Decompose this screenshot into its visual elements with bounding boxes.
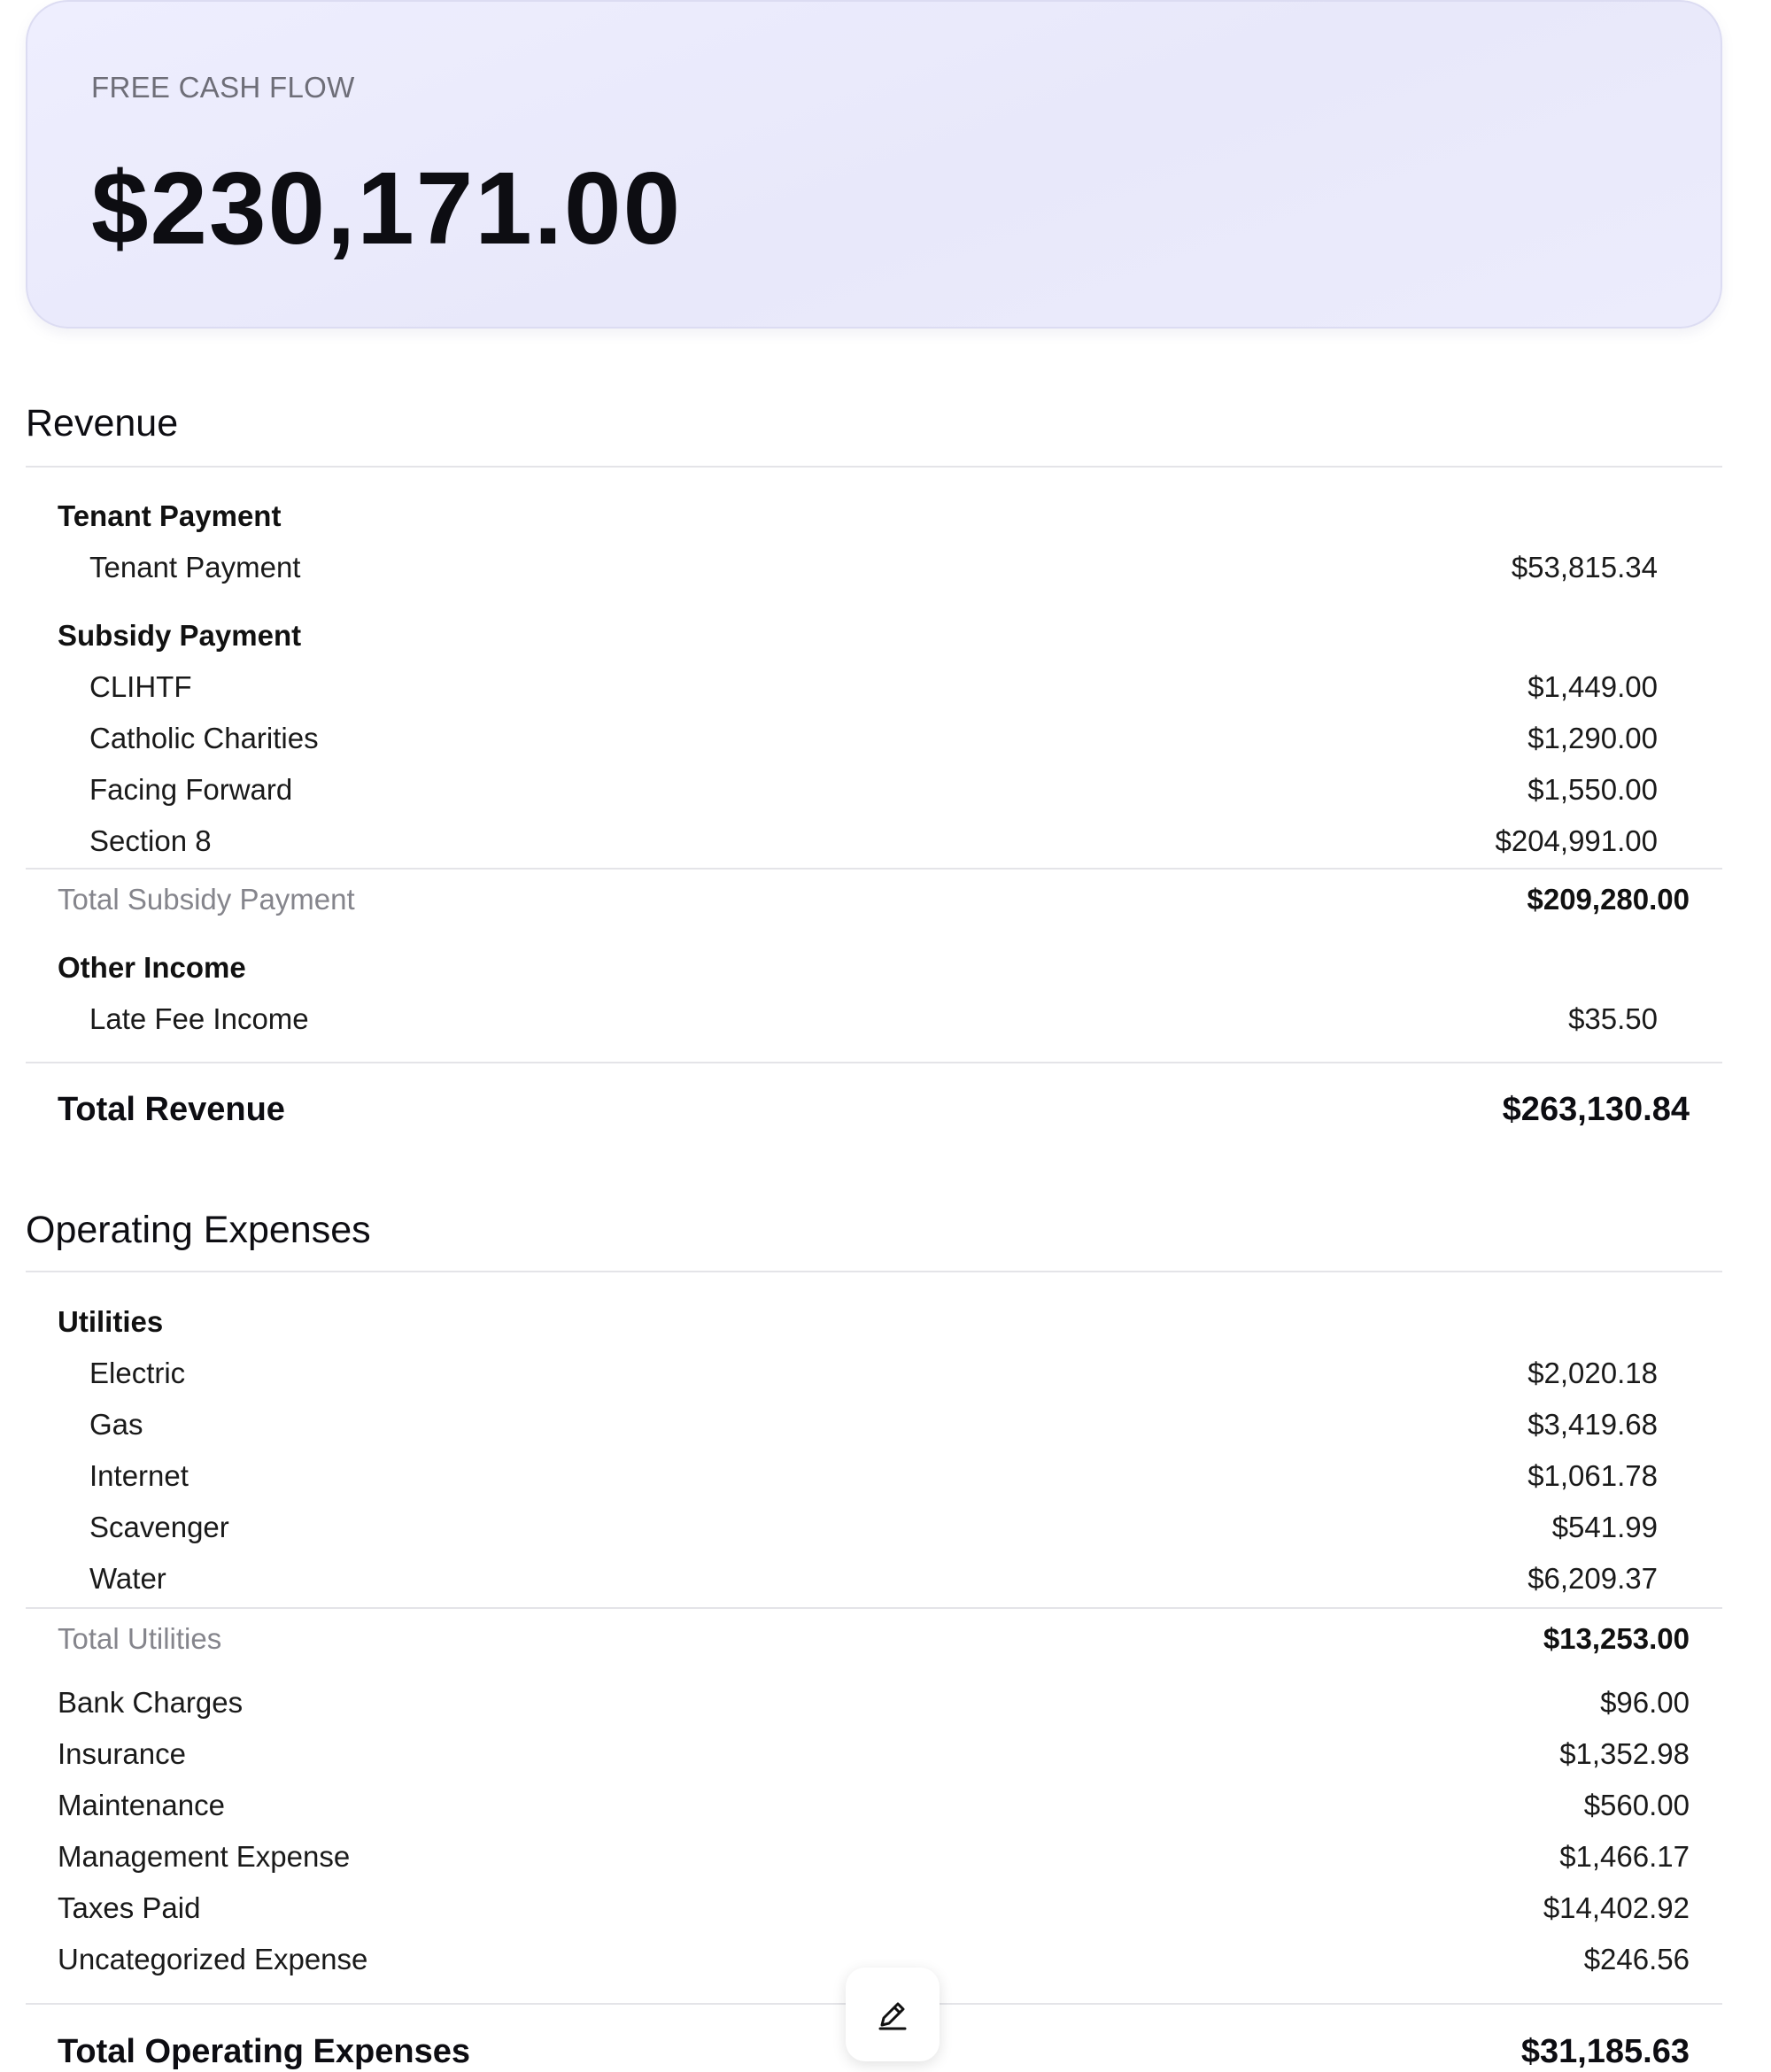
- line-item-amount: $1,061.78: [1527, 1459, 1658, 1492]
- revenue-section-title: Revenue: [26, 402, 179, 445]
- line-item-label: Electric: [89, 1357, 186, 1389]
- group-header-subsidy-payment: [0, 611, 1771, 661]
- line-item-amount: $560.00: [1583, 1789, 1690, 1821]
- line-item-label: Gas: [89, 1408, 143, 1441]
- total-revenue-row: [0, 1080, 1771, 1139]
- total-revenue-amount: $263,130.84: [1502, 1091, 1690, 1128]
- line-item-scavenger[interactable]: [0, 1503, 1771, 1552]
- line-item-bank-charges[interactable]: [0, 1678, 1771, 1728]
- subtotal-divider: [26, 1607, 1722, 1609]
- subtotal-label: Total Utilities: [58, 1622, 222, 1655]
- line-item-gas[interactable]: [0, 1400, 1771, 1450]
- line-item-amount: $541.99: [1551, 1511, 1658, 1543]
- line-item-insurance[interactable]: [0, 1729, 1771, 1779]
- line-item-label: Insurance: [58, 1737, 186, 1770]
- line-item-label: CLIHTF: [89, 670, 192, 703]
- line-item-label: Management Expense: [58, 1840, 351, 1873]
- line-item-label: Taxes Paid: [58, 1891, 201, 1924]
- subtotal-label: Total Subsidy Payment: [58, 883, 355, 916]
- line-item-amount: $53,815.34: [1511, 551, 1658, 584]
- line-item-amount: $2,020.18: [1527, 1357, 1658, 1389]
- operating-expenses-section-title: Operating Expenses: [26, 1209, 371, 1251]
- group-header-label: Other Income: [58, 951, 246, 984]
- line-item-amount: $204,991.00: [1495, 824, 1658, 857]
- subtotal-amount: $13,253.00: [1543, 1622, 1690, 1655]
- line-item-label: Section 8: [89, 824, 212, 857]
- line-item-label: Uncategorized Expense: [58, 1943, 368, 1975]
- total-operating-expenses-label: Total Operating Expenses: [58, 2033, 470, 2070]
- line-item-label: Bank Charges: [58, 1686, 244, 1719]
- line-item-maintenance[interactable]: [0, 1781, 1771, 1830]
- line-item-label: Facing Forward: [89, 773, 293, 806]
- total-operating-expenses-amount: $31,185.63: [1520, 2033, 1690, 2070]
- line-item-catholic-charities[interactable]: [0, 714, 1771, 763]
- subtotal-utilities: [0, 1614, 1771, 1664]
- line-item-internet[interactable]: [0, 1451, 1771, 1501]
- free-cash-flow-card: [26, 0, 1722, 329]
- group-header-tenant-payment: [0, 491, 1771, 541]
- line-item-water[interactable]: [0, 1554, 1771, 1604]
- line-item-label: Water: [89, 1562, 166, 1595]
- group-header-other-income: [0, 943, 1771, 993]
- group-header-label: Subsidy Payment: [58, 619, 302, 652]
- pencil-icon: [873, 1995, 912, 2034]
- total-revenue-divider: [26, 1062, 1722, 1063]
- line-item-facing-forward[interactable]: [0, 765, 1771, 815]
- line-item-clihtf[interactable]: [0, 662, 1771, 712]
- line-item-label: Late Fee Income: [89, 1002, 309, 1035]
- line-item-amount: $96.00: [1600, 1686, 1690, 1719]
- group-header-label: Utilities: [58, 1305, 164, 1338]
- line-item-electric[interactable]: [0, 1349, 1771, 1398]
- free-cash-flow-label: FREE CASH FLOW: [91, 71, 355, 104]
- revenue-divider: [26, 466, 1722, 468]
- line-item-amount: $14,402.92: [1543, 1891, 1690, 1924]
- line-item-label: Maintenance: [58, 1789, 225, 1821]
- line-item-amount: $6,209.37: [1527, 1562, 1658, 1595]
- line-item-section-8[interactable]: [0, 816, 1771, 866]
- group-header-utilities: [0, 1297, 1771, 1347]
- line-item-label: Scavenger: [89, 1511, 229, 1543]
- line-item-amount: $1,466.17: [1559, 1840, 1690, 1873]
- line-item-tenant-payment[interactable]: [0, 543, 1771, 592]
- line-item-taxes-paid[interactable]: [0, 1883, 1771, 1933]
- line-item-label: Catholic Charities: [89, 722, 319, 754]
- line-item-management-expense[interactable]: [0, 1832, 1771, 1882]
- subtotal-amount: $209,280.00: [1527, 883, 1690, 916]
- free-cash-flow-value: $230,171.00: [91, 151, 683, 266]
- edit-button[interactable]: [846, 1968, 940, 2061]
- subtotal-divider: [26, 868, 1722, 870]
- line-item-label: Internet: [89, 1459, 189, 1492]
- line-item-late-fee-income[interactable]: [0, 994, 1771, 1044]
- line-item-label: Tenant Payment: [89, 551, 301, 584]
- subtotal-subsidy-payment: [0, 875, 1771, 924]
- line-item-amount: $1,290.00: [1527, 722, 1658, 754]
- operating-expenses-divider: [26, 1271, 1722, 1272]
- line-item-amount: $1,449.00: [1527, 670, 1658, 703]
- line-item-amount: $35.50: [1568, 1002, 1658, 1035]
- line-item-amount: $1,550.00: [1527, 773, 1658, 806]
- line-item-amount: $3,419.68: [1527, 1408, 1658, 1441]
- total-revenue-label: Total Revenue: [58, 1091, 285, 1128]
- group-header-label: Tenant Payment: [58, 499, 282, 532]
- line-item-amount: $246.56: [1583, 1943, 1690, 1975]
- line-item-amount: $1,352.98: [1559, 1737, 1690, 1770]
